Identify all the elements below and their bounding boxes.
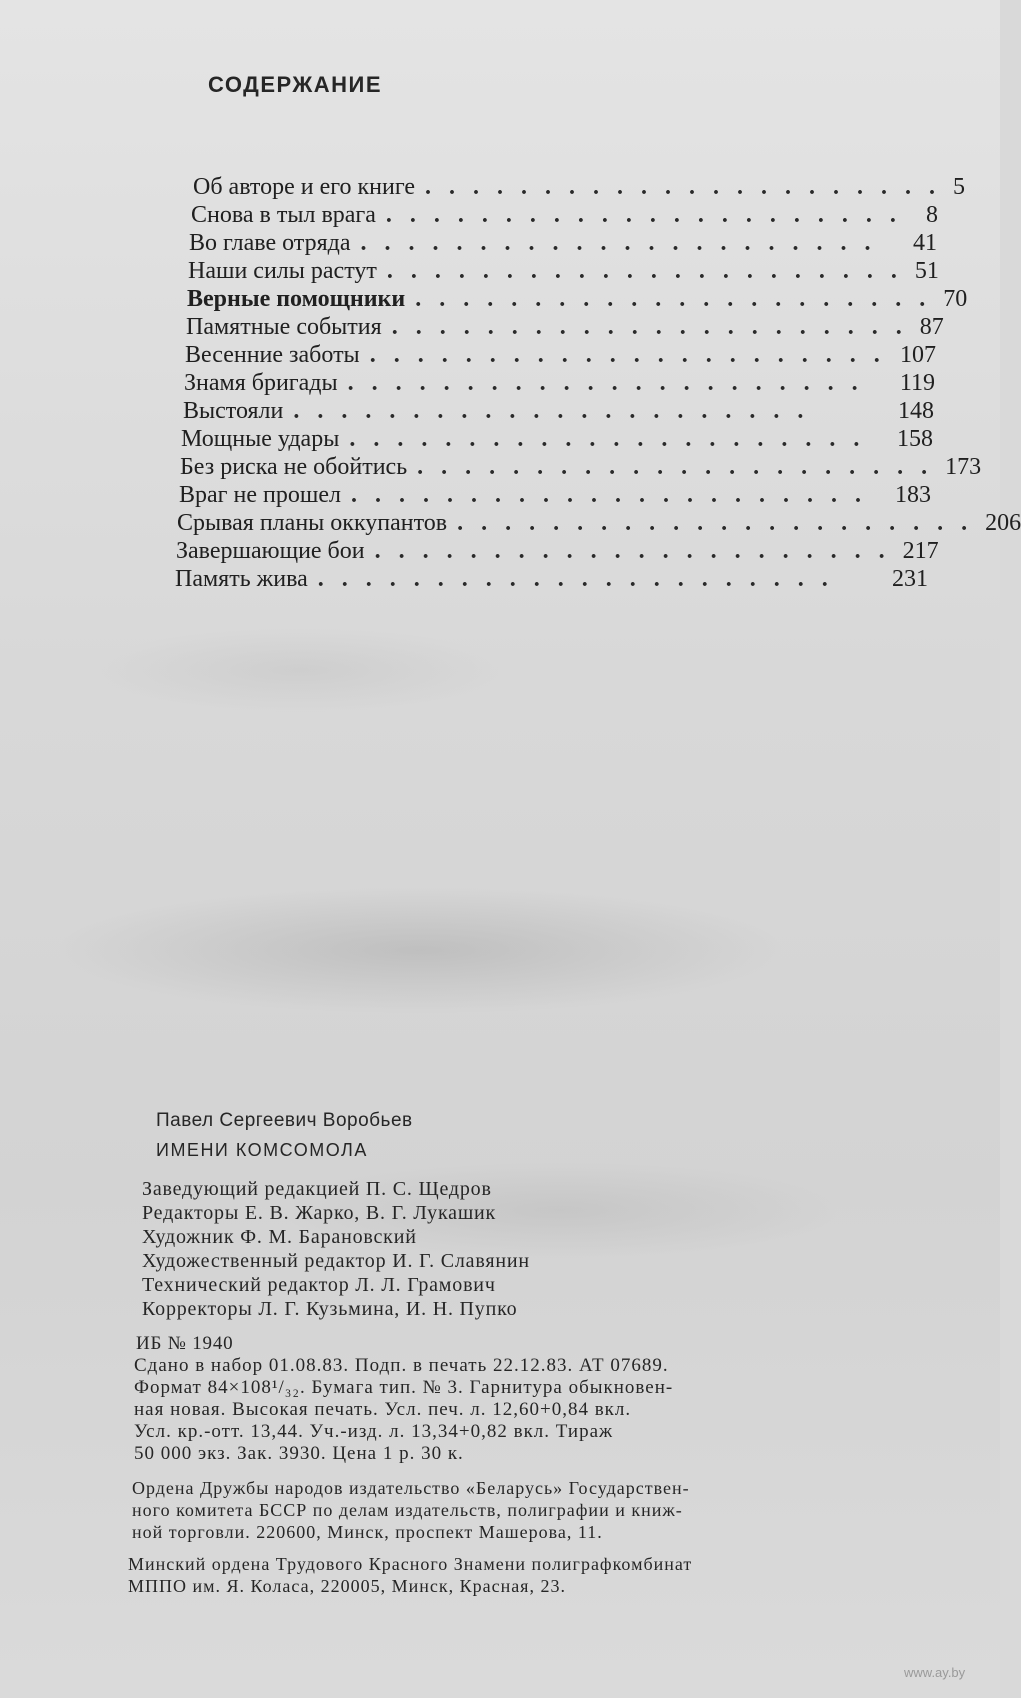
spec-line: Формат 84×108¹/₃₂. Бумага тип. № 3. Гарнитура обыкновен-	[134, 1377, 674, 1398]
print-specifications	[134, 1355, 900, 1465]
toc-entry-title: Весенние заботы	[185, 342, 360, 368]
toc-entry-title: Мощные удары	[181, 426, 340, 452]
staff-line: Редакторы Е. В. Жарко, В. Г. Лукашик	[142, 1202, 497, 1224]
toc-entry-page: 183	[895, 482, 931, 508]
printer-info	[128, 1553, 900, 1597]
staff-line: Художник Ф. М. Барановский	[142, 1226, 417, 1248]
toc-entry-page: 87	[919, 314, 944, 340]
publisher-info	[132, 1477, 900, 1543]
staff-line: Заведующий редакцией П. С. Щедров	[142, 1178, 492, 1200]
toc-entry	[187, 286, 968, 316]
toc-entry-title: Память жива	[175, 566, 308, 592]
publisher-line: ной торговли. 220600, Минск, проспект Машерова, 11.	[132, 1522, 603, 1542]
staff-line: Технический редактор Л. Л. Грамович	[142, 1274, 496, 1296]
toc-entry-title: Знамя бригады	[184, 370, 338, 396]
spec-line: Сдано в набор 01.08.83. Подп. в печать 22.12.83. АТ 07689.	[134, 1355, 669, 1376]
staff-line: Художественный редактор И. Г. Славянин	[142, 1250, 530, 1272]
toc-entry	[179, 482, 931, 512]
publisher-line: ного комитета БССР по делам издательств, полиграфии и книж-	[132, 1500, 683, 1520]
editorial-staff	[142, 1177, 900, 1321]
author-name: Павел Сергеевич Воробьев	[156, 1110, 413, 1131]
toc-entry-title: Наши силы растут	[188, 258, 377, 284]
toc-entry-title: Верные помощники	[187, 286, 406, 312]
toc-leader-dots: ......................	[385, 202, 914, 228]
toc-entry-page: 41	[913, 230, 937, 256]
toc-leader-dots: ......................	[386, 258, 915, 284]
toc-entry-page: 206	[985, 510, 1021, 536]
toc-entry-title: Завершающие бои	[176, 538, 365, 564]
toc-entry-page: 173	[945, 454, 982, 480]
toc-entry-page: 5	[953, 174, 966, 200]
toc-leader-dots: ......................	[391, 314, 920, 340]
spec-line: 50 000 экз. Зак. 3930. Цена 1 р. 30 к.	[134, 1443, 464, 1464]
toc-entry-page: 119	[899, 370, 935, 396]
toc-leader-dots: ......................	[374, 538, 903, 564]
toc-entry	[186, 314, 944, 344]
toc-leader-dots: ......................	[293, 398, 822, 424]
toc-entry	[183, 398, 934, 428]
publisher-line: Ордена Дружбы народов издательство «Беларусь» Государствен-	[132, 1478, 690, 1498]
toc-entry	[191, 202, 938, 232]
toc-entry	[185, 342, 936, 372]
toc-entry-page: 107	[900, 342, 936, 368]
toc-entry-title: Выстояли	[183, 398, 284, 424]
toc-entry	[193, 174, 966, 204]
toc-leader-dots: ......................	[350, 482, 879, 508]
toc-entry-title: Снова в тыл врага	[191, 202, 376, 228]
book-title: ИМЕНИ КОМСОМОЛА	[156, 1140, 368, 1160]
toc-entry-page: 51	[914, 258, 939, 284]
staff-line: Корректоры Л. Г. Кузьмина, И. Н. Пупко	[142, 1298, 518, 1320]
toc-entry	[184, 370, 935, 400]
toc-entry-page: 148	[898, 398, 934, 424]
toc-leader-dots: ......................	[415, 286, 944, 312]
toc-entry	[175, 566, 928, 596]
toc-entry-title: Враг не прошел	[179, 482, 341, 508]
toc-leader-dots: ......................	[425, 174, 954, 200]
contents-heading: СОДЕРЖАНИЕ	[208, 72, 383, 97]
ib-number: ИБ № 1940	[136, 1333, 234, 1354]
site-watermark: www.ay.by	[904, 1665, 966, 1680]
toc-entry-title: Об авторе и его книге	[193, 174, 416, 200]
toc-entry-title: Памятные события	[186, 314, 382, 340]
toc-leader-dots: ......................	[317, 566, 846, 592]
toc-entry-page: 70	[943, 286, 968, 312]
toc-entry-title: Во главе отряда	[189, 230, 351, 256]
toc-entry	[188, 258, 937, 288]
printer-line: Минский ордена Трудового Красного Знамени полиграфкомбинат	[128, 1554, 693, 1574]
toc-entry-title: Срывая планы оккупантов	[177, 510, 448, 536]
toc-entry-page: 158	[897, 426, 933, 452]
colophon	[130, 1110, 900, 1597]
toc-entry	[180, 454, 982, 484]
spec-line: ная новая. Высокая печать. Усл. печ. л. 12,60+0,84 вкл.	[134, 1399, 632, 1420]
toc-leader-dots: ......................	[369, 342, 898, 368]
toc-leader-dots: ......................	[457, 510, 986, 536]
printer-line: МППО им. Я. Коласа, 220005, Минск, Красная, 23.	[128, 1576, 566, 1596]
toc-leader-dots: ......................	[349, 426, 878, 452]
spec-line: Усл. кр.-отт. 13,44. Уч.-изд. л. 13,34+0,82 вкл. Тираж	[134, 1421, 614, 1442]
toc-entry-title: Без риска не обойтись	[180, 454, 408, 480]
toc-entry	[176, 538, 939, 568]
toc-entry-page: 231	[892, 566, 928, 592]
toc-entry	[189, 230, 937, 260]
toc-entry-page: 8	[926, 202, 938, 228]
toc-entry	[181, 426, 933, 456]
toc-entry-page: 217	[902, 538, 939, 564]
toc-leader-dots: ......................	[360, 230, 889, 256]
toc-entry	[177, 510, 1021, 540]
toc-leader-dots: ......................	[417, 454, 946, 480]
toc-leader-dots: ......................	[347, 370, 876, 396]
